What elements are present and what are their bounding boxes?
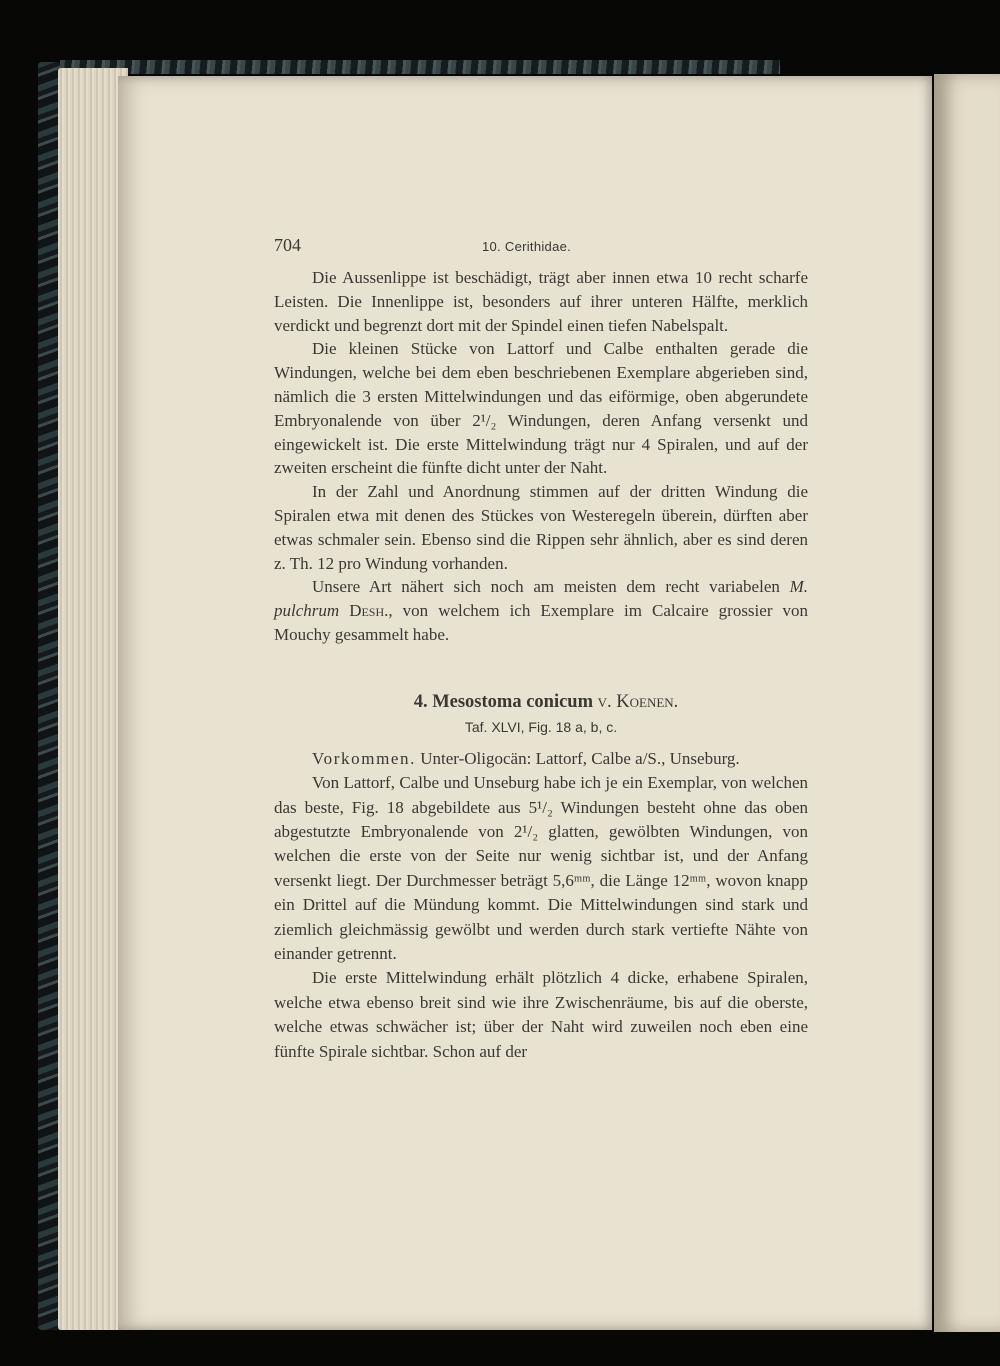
paragraph: Die erste Mittelwindung erhält plötzlich 4 dicke, erhabene Spiralen, welche etwa ebenso breit sind wie ihre Zwischenräume, bis auf die oberste, welche etwas schwächer ist; über der Naht wird zuweilen noch eben eine fünfte Spirale sichtbar. Schon auf der (274, 968, 808, 1061)
facing-page-edge (934, 74, 1000, 1332)
page-number: 704 (274, 235, 301, 255)
species-name: M. pulchrum (274, 577, 808, 621)
running-title: 10. Cerithidae. (482, 239, 572, 254)
page-header (274, 234, 808, 258)
species-heading-name: Mesostoma conicum (432, 691, 594, 712)
occurrence-text: Unter-Oligocän: Lattorf, Calbe a/S., Unseburg. (416, 748, 740, 768)
paragraph: Von Lattorf, Calbe und Unseburg habe ich je ein Exemplar, von welchen das beste, Fig. 18 abgebildete aus 5¹/₂ Windungen besteht ohne das oben abgestutzte Embryonalende von 2¹/₂ glatten, gewölbten Windungen, von welchen die erste von der Seite nur wenig sichtbar ist, und der Anfang versenkt liegt. Der Durchmesser beträgt 5,6ᵐᵐ, die Länge 12ᵐᵐ, wovon knapp ein Drittel auf die Mündung kommt. Die Mittelwindungen sind stark und ziemlich gleichmässig gewölbt und werden durch stark vertiefte Nähte von einander getrennt. (274, 773, 808, 963)
species-number: 4. (413, 691, 428, 712)
plate-reference: Taf. XLVI, Fig. 18 a, b, c. (464, 718, 618, 735)
page-content (274, 234, 808, 1064)
section-gap (274, 647, 808, 689)
paragraph: Die Aussenlippe ist beschädigt, trägt aber innen etwa 10 recht scharfe Leisten. Die Innenlippe ist, besonders auf ihrer unteren Hälfte, merklich verdickt und begrenzt dort mit der Spindel einen tiefen Nabelspalt. (274, 268, 808, 335)
paragraph: In der Zahl und Anordnung stimmen auf der dritten Windung die Spiralen etwa mit denen des Stückes von Westeregeln überein, dürften aber etwas schmaler sein. Ebenso sind die Rippen sehr ähnlich, aber es sind deren z. Th. 12 pro Windung vorhanden. (274, 482, 808, 573)
species-description (274, 747, 808, 1064)
paragraph-text: Unsere Art nähert sich noch am meisten dem recht variabelen (312, 577, 790, 597)
species-heading-author: v. Koenen. (597, 691, 679, 712)
occurrence-line (274, 747, 808, 771)
occurrence-label: Vorkommen. (312, 748, 416, 768)
species-heading (284, 689, 808, 715)
species-author: Desh. (349, 601, 389, 621)
paragraph: Die kleinen Stücke von Lattorf und Calbe enthalten gerade die Windungen, welche bei dem eben beschriebenen Exemplare abgerieben sind, nämlich die 3 ersten Mittelwindungen und das eiförmige, oben abgerundete Embryonalende von über 2¹/₂ Windungen, deren Anfang versenkt und eingewickelt ist. Die erste Mittelwindung trägt nur 4 Spiralen, und auf der zweiten erscheint die fünfte dicht unter der Naht. (274, 339, 808, 478)
paragraph (274, 575, 808, 646)
paragraph-text: , von welchem ich Exemplare im Calcaire grossier von Mouchy gesammelt habe. (274, 601, 809, 644)
binding-top-edge (60, 60, 780, 74)
